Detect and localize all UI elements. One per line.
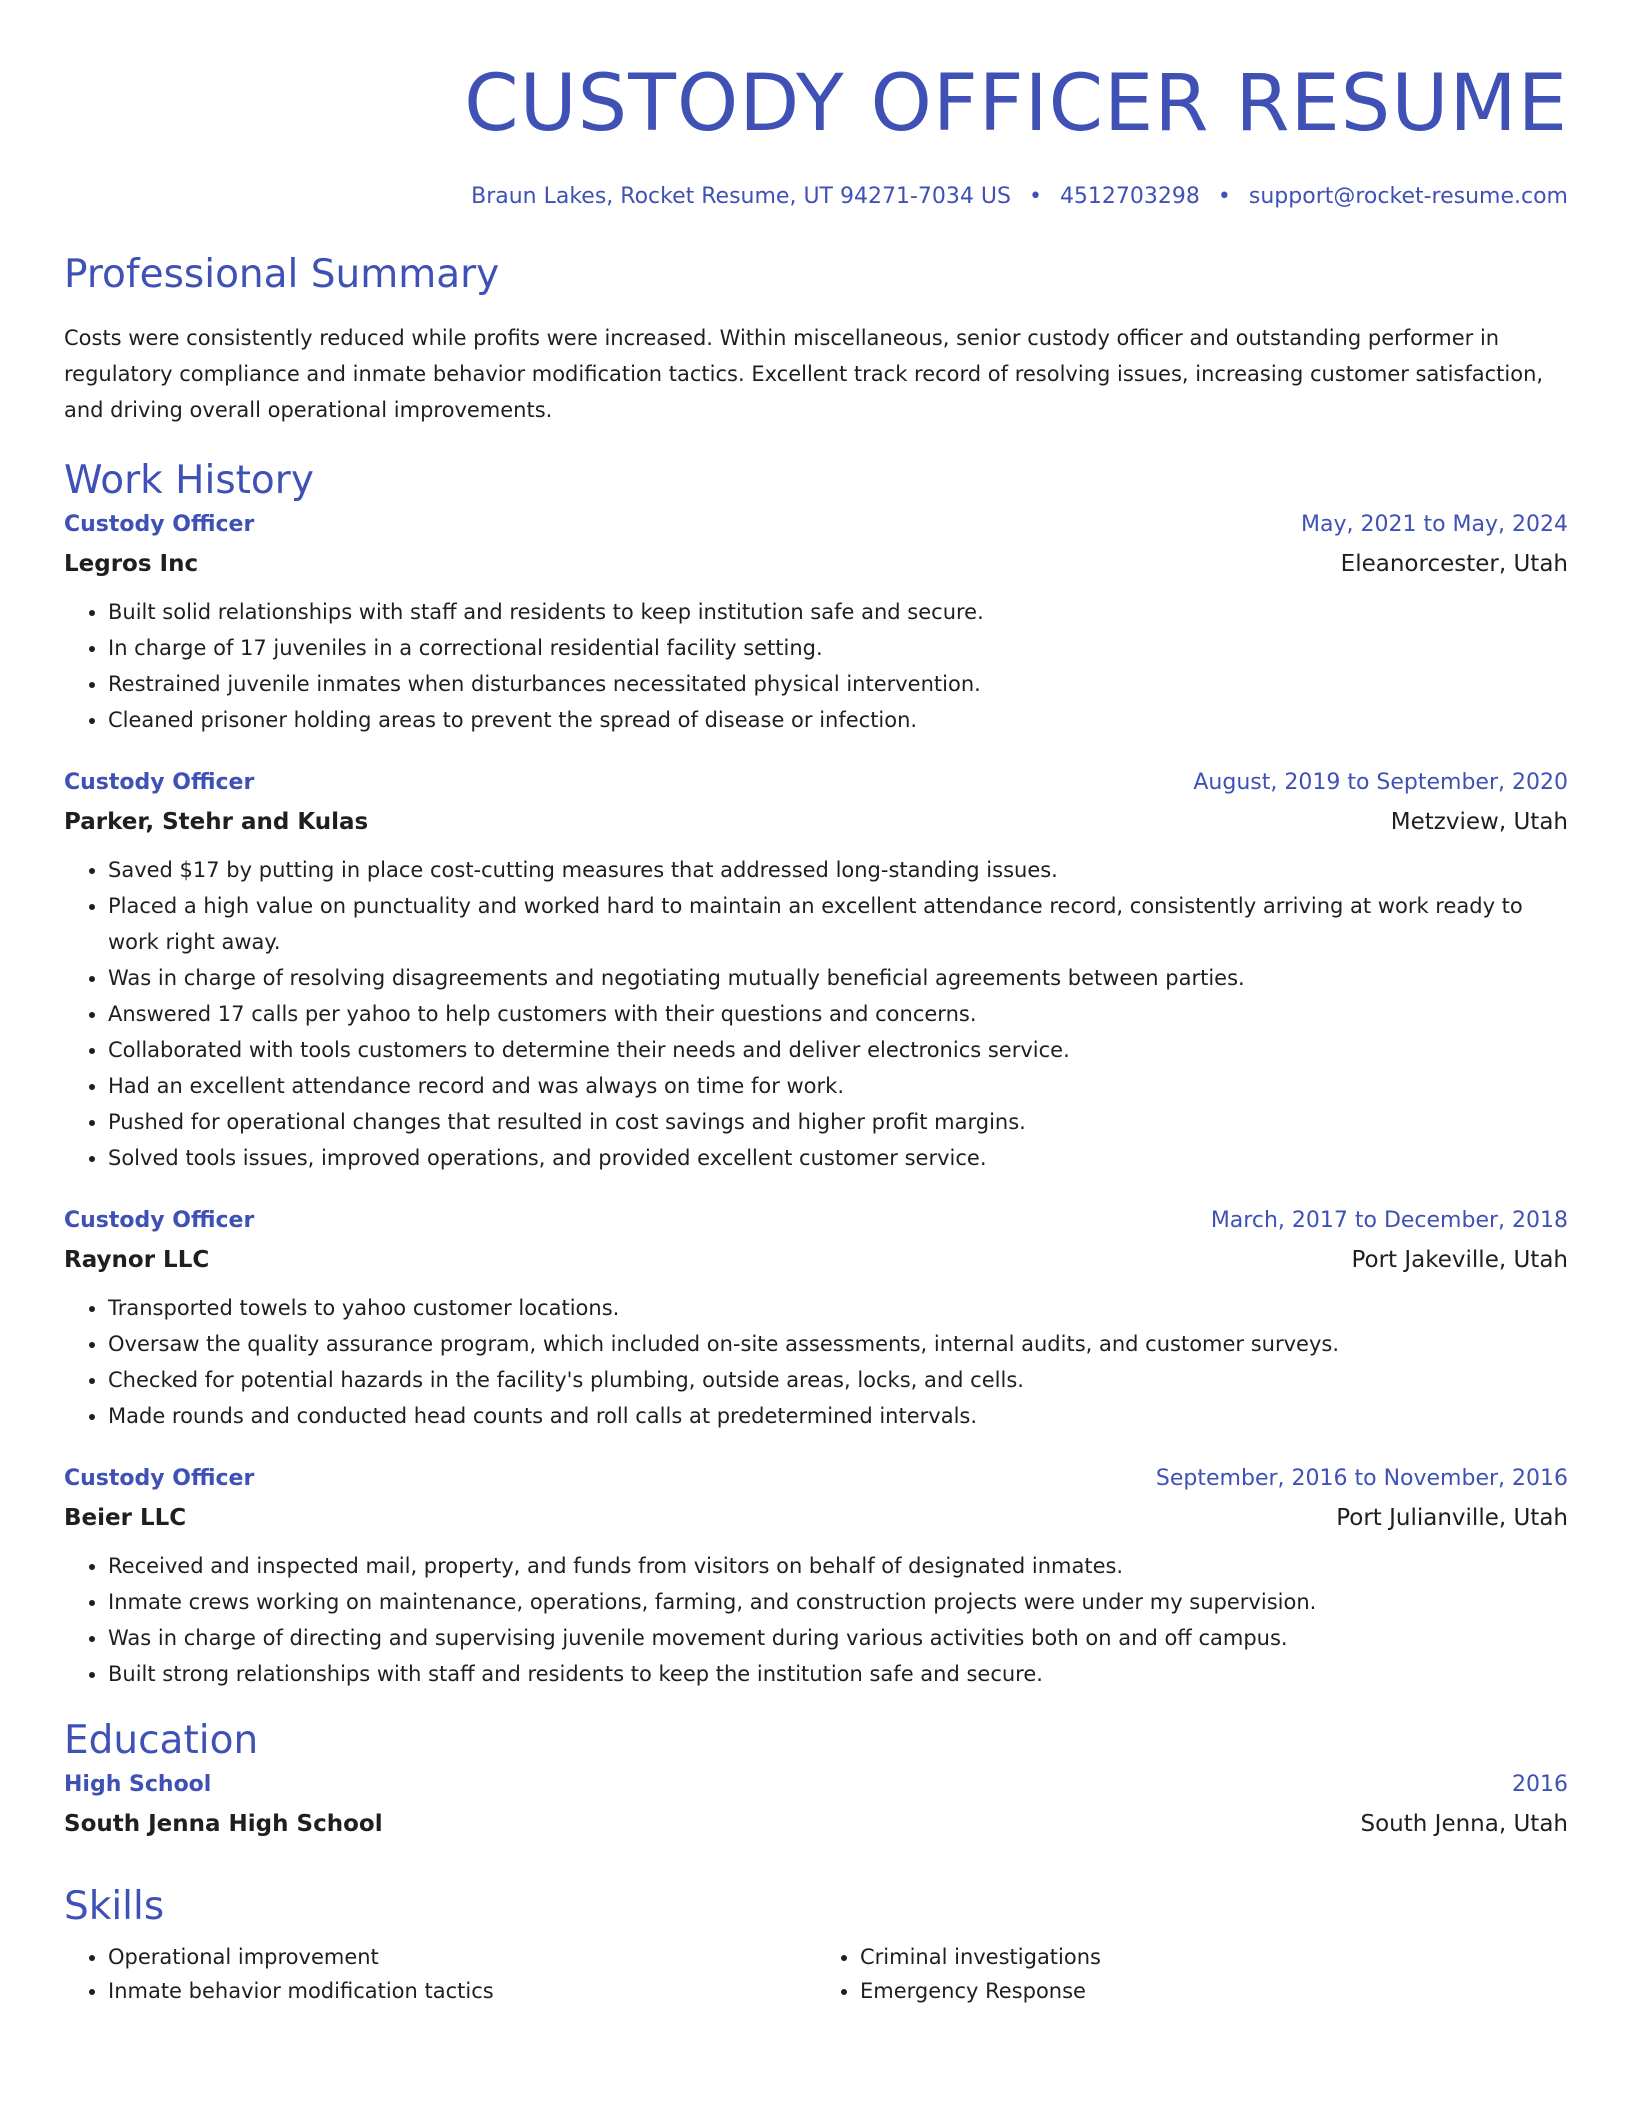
job-role: Custody Officer	[64, 1208, 255, 1233]
skills-list-right	[816, 1940, 1568, 2008]
education-heading: Education	[64, 1718, 259, 1763]
skills-section	[64, 1882, 1568, 2008]
work-history-section	[64, 456, 1568, 1692]
job-role: Custody Officer	[64, 770, 255, 795]
work-history-heading: Work History	[64, 458, 314, 503]
education-degree: High School	[64, 1772, 212, 1797]
job-location: Eleanorcester, Utah	[1340, 551, 1568, 577]
skills-heading: Skills	[64, 1884, 165, 1929]
job-bullet: • Was in charge of resolving disagreements and negotiating mutually beneficial agreements between parties.	[108, 960, 1568, 996]
job-role: Custody Officer	[64, 1466, 255, 1491]
job-bullets	[64, 594, 1568, 738]
job-bullet: • Solved tools issues, improved operations, and provided excellent customer service.	[108, 1140, 1568, 1176]
skill-item: • Operational improvement	[108, 1940, 816, 1974]
contact-phone: 4512703298	[1059, 184, 1200, 209]
contact-email[interactable]: support@rocket-resume.com	[1248, 184, 1568, 209]
job-bullet: • Made rounds and conducted head counts and roll calls at predetermined intervals.	[108, 1398, 1568, 1434]
job-entry	[64, 1202, 1568, 1434]
job-entry	[64, 764, 1568, 1176]
job-role: Custody Officer	[64, 512, 255, 537]
contact-separator: •	[1217, 184, 1231, 209]
skills-list-left	[64, 1940, 816, 2008]
skill-item: • Emergency Response	[860, 1974, 1568, 2008]
job-dates: August, 2019 to September, 2020	[1193, 770, 1568, 795]
job-bullets	[64, 1548, 1568, 1692]
job-entry	[64, 1460, 1568, 1692]
job-bullet: • Placed a high value on punctuality and worked hard to maintain an excellent attendance record, consistently arriving at work ready to work right away.	[108, 888, 1568, 960]
job-company: Raynor LLC	[64, 1247, 210, 1273]
job-entry	[64, 506, 1568, 738]
resume-title: CUSTODY OFFICER RESUME	[464, 59, 1568, 149]
contact-line	[64, 182, 1568, 212]
job-bullet: • Oversaw the quality assurance program, which included on-site assessments, internal audits, and customer surveys.	[108, 1326, 1568, 1362]
education-year: 2016	[1512, 1772, 1568, 1797]
education-section	[64, 1716, 1568, 1844]
resume-header	[64, 56, 1568, 212]
job-bullet: • Pushed for operational changes that resulted in cost savings and higher profit margins.	[108, 1104, 1568, 1140]
summary-heading: Professional Summary	[64, 252, 500, 297]
education-school: South Jenna High School	[64, 1811, 383, 1837]
job-bullet: • Built strong relationships with staff and residents to keep the institution safe and secure.	[108, 1656, 1568, 1692]
skill-item: • Criminal investigations	[860, 1940, 1568, 1974]
job-location: Port Julianville, Utah	[1336, 1505, 1568, 1531]
job-dates: September, 2016 to November, 2016	[1155, 1466, 1568, 1491]
job-bullet: • Was in charge of directing and supervising juvenile movement during various activities both on and off campus.	[108, 1620, 1568, 1656]
summary-section	[64, 250, 1568, 428]
job-bullets	[64, 852, 1568, 1176]
job-bullet: • Checked for potential hazards in the facility's plumbing, outside areas, locks, and cells.	[108, 1362, 1568, 1398]
job-bullet: • In charge of 17 juveniles in a correctional residential facility setting.	[108, 630, 1568, 666]
job-location: Port Jakeville, Utah	[1351, 1247, 1568, 1273]
education-location: South Jenna, Utah	[1360, 1811, 1568, 1837]
job-bullet: • Collaborated with tools customers to determine their needs and deliver electronics service.	[108, 1032, 1568, 1068]
job-location: Metzview, Utah	[1390, 809, 1568, 835]
job-company: Parker, Stehr and Kulas	[64, 809, 369, 835]
job-bullet: • Answered 17 calls per yahoo to help customers with their questions and concerns.	[108, 996, 1568, 1032]
job-bullet: • Saved $17 by putting in place cost-cutting measures that addressed long-standing issues.	[108, 852, 1568, 888]
job-bullet: • Had an excellent attendance record and was always on time for work.	[108, 1068, 1568, 1104]
job-dates: March, 2017 to December, 2018	[1210, 1208, 1568, 1233]
contact-separator: •	[1028, 184, 1042, 209]
job-bullet: • Inmate crews working on maintenance, operations, farming, and construction projects were under my supervision.	[108, 1584, 1568, 1620]
job-bullet: • Transported towels to yahoo customer locations.	[108, 1290, 1568, 1326]
contact-address: Braun Lakes, Rocket Resume, UT 94271-7034 US	[471, 184, 1011, 209]
job-company: Legros Inc	[64, 551, 199, 577]
skill-item: • Inmate behavior modification tactics	[108, 1974, 816, 2008]
job-bullet: • Restrained juvenile inmates when disturbances necessitated physical intervention.	[108, 666, 1568, 702]
summary-text: Costs were consistently reduced while profits were increased. Within miscellaneous, senior custody officer and outstanding performer in regulatory compliance and inmate behavior modification tactics. Excellent track record of resolving issues, increasing customer satisfaction, and driving overall operational improvements.	[64, 326, 1544, 422]
job-bullet: • Built solid relationships with staff and residents to keep institution safe and secure.	[108, 594, 1568, 630]
job-bullet: • Received and inspected mail, property, and funds from visitors on behalf of designated inmates.	[108, 1548, 1568, 1584]
job-dates: May, 2021 to May, 2024	[1301, 512, 1568, 537]
job-bullet: • Cleaned prisoner holding areas to prevent the spread of disease or infection.	[108, 702, 1568, 738]
job-company: Beier LLC	[64, 1505, 187, 1531]
skills-grid	[64, 1940, 1568, 2008]
job-bullets	[64, 1290, 1568, 1434]
